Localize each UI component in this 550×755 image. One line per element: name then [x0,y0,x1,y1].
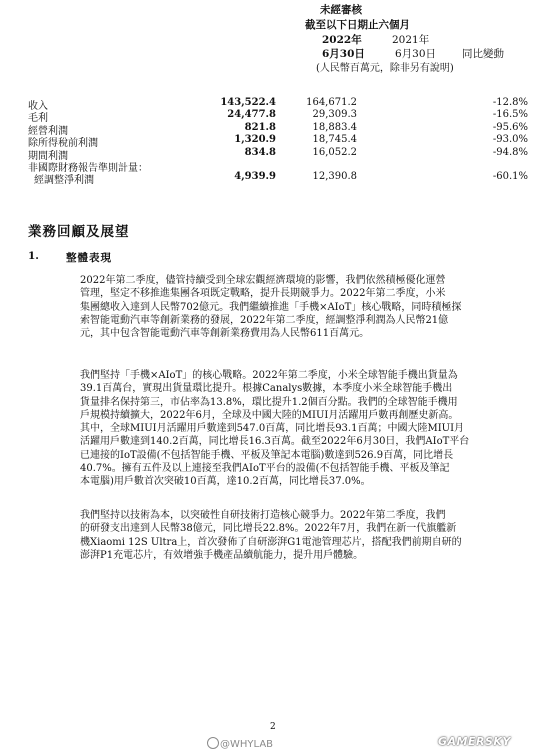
paragraph-line: 其中，全球MIUI月活躍用戶數達到547.0百萬，同比增長93.1百萬；中國大陸MIUI月 [80,423,465,435]
financial-summary-table [28,97,528,187]
watermark-left [207,737,273,750]
paragraph-line: 元，其中包含智能電動汽車等創新業務費用為人民幣611百萬元。 [80,328,370,340]
value-2021: 29,309.3 [312,109,357,121]
value-change: -95.6% [492,121,528,133]
table-row [28,146,528,162]
row-label: 除所得稅前利潤 [28,138,98,150]
table-row [28,97,528,112]
row-label: 非國際財務報告準則計量： [28,162,148,174]
paragraph-line: 澎湃P1充電芯片，有效增強手機產品續航能力，提升用戶體驗。 [80,549,364,561]
watermark-left-text: @WHYLAB [220,739,274,750]
value-2021: 18,883.4 [312,121,357,133]
row-label: 毛利 [28,113,48,125]
paragraph-line: 活躍用戶數達到140.2百萬，同比增長16.3百萬。截至2022年6月30日，我們AIoT平台 [80,436,470,448]
table-row [28,134,528,150]
value-change: -60.1% [492,171,528,183]
value-change: -16.5% [492,109,528,121]
header-year-2021: 2021年 [392,34,430,46]
paragraph-line: 我們堅持「手機×AIoT」的核心戰略。2022年第二季度，小米全球智能手機出貨量為 [80,370,458,381]
row-label: 經營利潤 [28,125,68,137]
header-period: 截至以下日期止六個月 [305,19,410,31]
value-change: -94.8% [492,146,528,158]
row-label: 期間利潤 [28,150,68,162]
value-2022: 24,477.8 [227,109,276,121]
paragraph-line: 集團總收入達到人民幣702億元。我們繼續推進「手機×AIoT」核心戰略，同時積極探 [80,301,462,313]
value-change: -12.8% [492,97,528,108]
page-number: 2 [270,722,276,732]
table-row [28,109,528,125]
header-yoy-change: 同比變動 [462,48,504,60]
paragraph-line: 2022年第二季度，儘管持續受到全球宏觀經濟環境的影響，我們依然積極優化運營 [80,275,446,286]
paragraph-line: 戶規模持續擴大，2022年6月，全球及中國大陸的MIUI月活躍用戶數再創歷史新高。 [80,409,459,421]
paragraph-technology [80,509,535,562]
value-2022: 1,320.9 [234,134,276,146]
paragraph-line: 的研發支出達到人民幣38億元，同比增長22.8%。2022年7月，我們在新一代旗艦新 [80,523,457,535]
table-row [28,159,528,174]
value-2021: 12,390.8 [312,171,357,183]
subsection-title: 整體表現 [66,252,112,264]
value-2022: 143,522.4 [220,97,276,108]
paragraph-line: 本電腦)用戶數首次突破10百萬，達10.2百萬，同比增長37.0%。 [80,476,371,488]
paragraph-line: 39.1百萬台，實現出貨量環比提升。根據Canalys數據，本季度小米全球智能手機出 [80,383,453,395]
header-unaudited: 未經審核 [320,4,362,16]
header-year-2022: 2022年 [322,34,362,46]
row-label: 經調整淨利潤 [34,175,94,187]
value-2022: 821.8 [244,121,276,133]
paragraph-line: 機Xiaomi 12S Ultra上，首次發佈了自研澎湃G1電池管理芯片，搭配我們前期自研的 [80,536,462,548]
value-2022: 834.8 [244,146,276,158]
subsection-number: 1. [28,250,39,262]
paragraph-line: 貨量排名保持第三，市佔率為13.8%，環比提升1.2個百分點。我們的全球智能手機用 [80,396,458,408]
row-label: 收入 [28,101,48,112]
paragraph-line: 我們堅持以技術為本，以突破性自研技術打造核心競爭力。2022年第二季度，我們 [80,510,446,521]
weibo-icon [207,737,219,749]
paragraph-overview [80,274,535,340]
header-unit-note: (人民幣百萬元，除非另有說明) [316,63,454,74]
paragraph-line: 管理，堅定不移推進集團各項既定戰略，提升長期競爭力。2022年第二季度，小米 [80,288,446,300]
paragraph-line: 40.7%。擁有五件及以上連接至我們AIoT平台的設備(不包括智能手機、平板及筆記 [80,463,450,475]
value-2022: 4,939.9 [234,171,276,183]
paragraph-smartphone-aiot [80,369,535,489]
value-2021: 18,745.4 [312,134,357,146]
table-row [28,171,528,187]
section-title: 業務回顧及展望 [28,224,130,240]
header-date-2021: 6月30日 [395,48,437,60]
value-change: -93.0% [492,134,528,146]
watermark-right: GAMERSKY [438,735,511,748]
header-date-2022: 6月30日 [322,48,365,60]
table-row [28,121,528,137]
value-2021: 16,052.2 [312,146,357,158]
value-2021: 164,671.2 [306,97,357,108]
paragraph-line: 已連接的IoT設備(不包括智能手機、平板及筆記本電腦)數達到526.9百萬，同比增長 [80,449,454,461]
paragraph-line: 索智能電動汽車等創新業務的發展，2022年第二季度，經調整淨利潤為人民幣21億 [80,314,449,326]
